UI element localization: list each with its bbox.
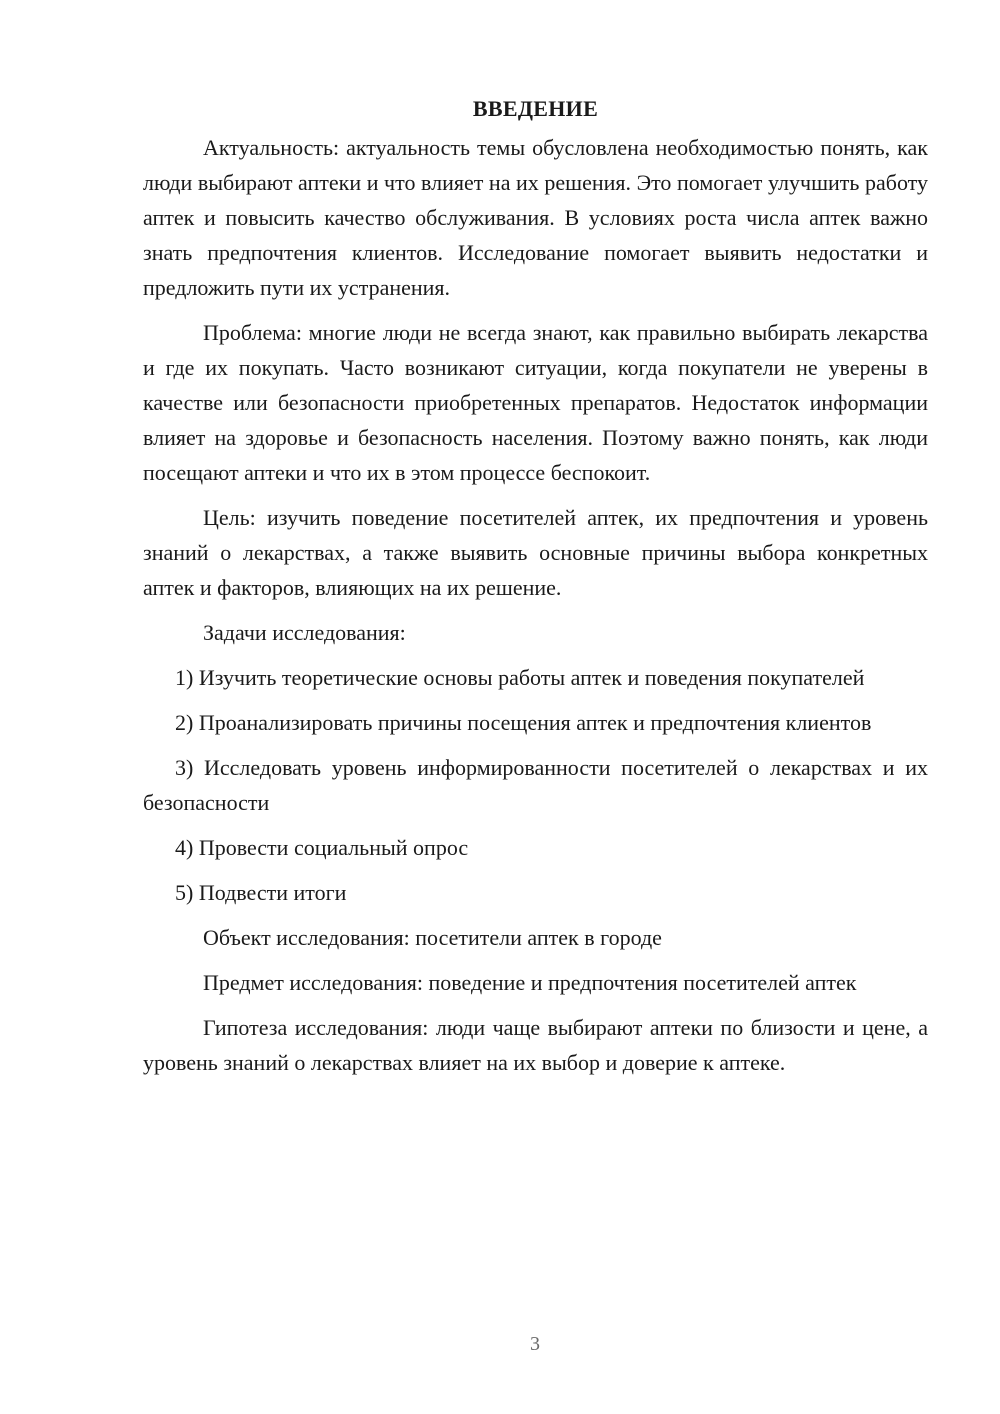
page-content [143,92,928,1090]
paragraph-subject: Предмет исследования: поведение и предпочтения посетителей аптек [203,970,857,995]
task-item-5: 5) Подвести итоги [175,880,347,905]
task-item-4: 4) Провести социальный опрос [175,835,469,860]
paragraph-relevance: Актуальность: актуальность темы обусловлена необходимостью понять, как люди выбирают аптеки и что влияет на их решения. Это помогает улучшить работу аптек и повысить качество обслуживания. В условиях роста числа аптек важно знать предпочтения клиентов. Исследование помогает выявить недостатки и предложить пути их устранения. [143,135,928,300]
paragraph-object: Объект исследования: посетители аптек в городе [203,925,662,950]
section-title: ВВЕДЕНИЕ [472,96,599,121]
paragraph-tasks-heading: Задачи исследования: [203,620,406,645]
paragraph-goal: Цель: изучить поведение посетителей аптек, их предпочтения и уровень знаний о лекарствах, а также выявить основные причины выбора конкретных аптек и факторов, влияющих на их решение. [143,505,928,600]
paragraph-problem: Проблема: многие люди не всегда знают, как правильно выбирать лекарства и где их покупать. Часто возникают ситуации, когда покупатели не уверены в качестве или безопасности приобретенных препаратов. Недостаток информации влияет на здоровье и безопасность населения. Поэтому важно понять, как люди посещают аптеки и что их в этом процессе беспокоит. [143,320,928,485]
paragraph-hypothesis: Гипотеза исследования: люди чаще выбирают аптеки по близости и цене, а уровень знаний о лекарствах влияет на их выбор и доверие к аптеке. [143,1015,928,1075]
page-number: 3 [530,1333,540,1355]
task-item-1: 1) Изучить теоретические основы работы аптек и поведения покупателей [175,665,865,690]
task-item-2: 2) Проанализировать причины посещения аптек и предпочтения клиентов [175,710,872,735]
task-item-3: 3) Исследовать уровень информированности посетителей о лекарствах и их безопасности [143,755,928,815]
